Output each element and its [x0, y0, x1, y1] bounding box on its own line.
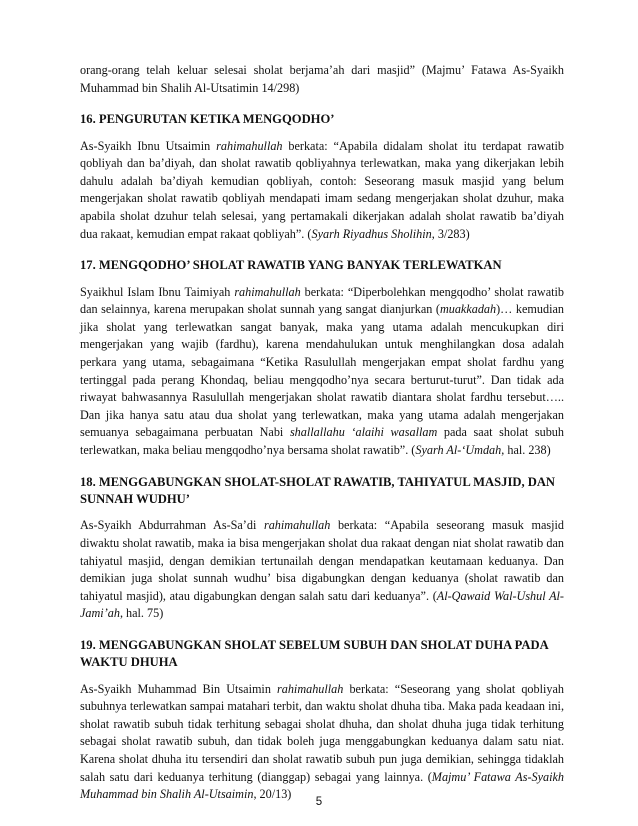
section-heading-18: 18. MENGGABUNGKAN SHOLAT-SHOLAT RAWATIB, TAHIYATUL MASJID, DAN SUNNAH WUDHU’: [80, 474, 556, 506]
section-17-paragraph: Syaikhul Islam Ibnu Taimiyah rahimahullah berkata: “Diperbolehkan mengqodho’ sholat rawatib dan selainnya, karena merupakan sholat sunnah yang sangat dianjurkan (muakkadah)… kemudian jika sholat yang terlewatkan sangat banyak, maka yang utama adalah mencukupkan diri mengerjakan yang wajib (fardhu), karena mendahulukan untuk menghilangkan dosa adalah perkara yang utama, sebagaimana “Ketika Rasulullah mengerjakan empat sholat fardhu yang tertinggal pada perang Khondaq, beliau mengqodho’nya secara berturut-turut”. Dan tidak ada riwayat bahwasannya Rasulullah mengerjakan sholat rawatib diantara sholat fardhu tersebut….. Dan jika hanya satu atau dua sholat yang terlewatkan, maka yang utama adalah mengerjakan semuanya sebagaimana perbuatan Nabi shallallahu ‘alaihi wasallam pada saat sholat subuh terlewatkan, maka beliau mengqodho’nya bersama sholat rawatib”. (Syarh Al-‘Umdah, hal. 238): [80, 284, 565, 457]
section-heading-16: 16. PENGURUTAN KETIKA MENGQODHO’: [80, 112, 335, 127]
section-19-paragraph: As-Syaikh Muhammad Bin Utsaimin rahimahullah berkata: “Seseorang yang sholat qobliyah subuhnya terlewatkan sampai matahari terbit, dan waktu sholat dhuha tiba. Maka pada keadaan ini, sholat rawatib subuh tidak terhitung sebagai sholat dhuha, dan sholat dhuha juga tidak terhitung sebagai sholat rawatib subuh, dan tidak boleh juga menggabungkan keduanya dalam satu niat. Karena sholat dhuha itu tersendiri dan sholat rawatib subuh pun juga demikian, sehingga tidaklah salah satu dari keduanya terhitung (dianggap) sebagai yang lainnya. (Majmu’ Fatawa As-Syaikh Muhammad bin Shalih Al-Utsaimin, 20/13): [80, 681, 564, 802]
paragraph-continuation: orang-orang telah keluar selesai sholat berjama’ah dari masjid” (Majmu’ Fatawa As-Syaikh Muhammad bin Shalih Al-Utsatimin 14/298): [80, 63, 564, 95]
section-18-paragraph: As-Syaikh Abdurrahman As-Sa’di rahimahullah berkata: “Apabila seseorang masuk masjid diwaktu sholat rawatib, maka ia bisa mengerjakan sholat dua rakaat dengan niat sholat rawatib dan tahiyatul masjid, dengan demikian tertunailah dengan mendapatkan keutamaan keduanya. Dan demikian juga sholat sunnah wudhu’ bisa digabungkan dengan keduanya (sholat rawatib dan tahiyatul masjid), atau digabungkan dengan salah satu dari keduanya”. (Al-Qawaid Wal-Ushul Al-Jami’ah, hal. 75): [80, 518, 564, 621]
page-number: 5: [315, 796, 323, 808]
section-16-paragraph: As-Syaikh Ibnu Utsaimin rahimahullah berkata: “Apabila didalam sholat itu terdapat rawatib qobliyah dan ba’diyah, dan sholat rawatib qobliyahnya terlewatkan, maka yang dikerjakan lebih dahulu adalah ba’diyah kemudian qobliyah, contoh: Seseorang masuk masjid yang belum mengerjakan sholat rawatib qobliyah mendapati imam sedang mengerjakan sholat dzuhur, maka apabila sholat dzuhur telah selesai, yang pertamakali dikerjakan adalah sholat rawatib ba’diyah dua rakaat, kemudian empat rakaat qobliyah”. (Syarh Riyadhus Sholihin, 3/283): [80, 138, 565, 241]
document-page: [80, 62, 564, 804]
section-heading-19: 19. MENGGABUNGKAN SHOLAT SEBELUM SUBUH DAN SHOLAT DUHA PADA WAKTU DHUHA: [80, 637, 549, 670]
section-heading-17: 17. MENGQODHO’ SHOLAT RAWATIB YANG BANYAK TERLEWATKAN: [80, 258, 502, 273]
